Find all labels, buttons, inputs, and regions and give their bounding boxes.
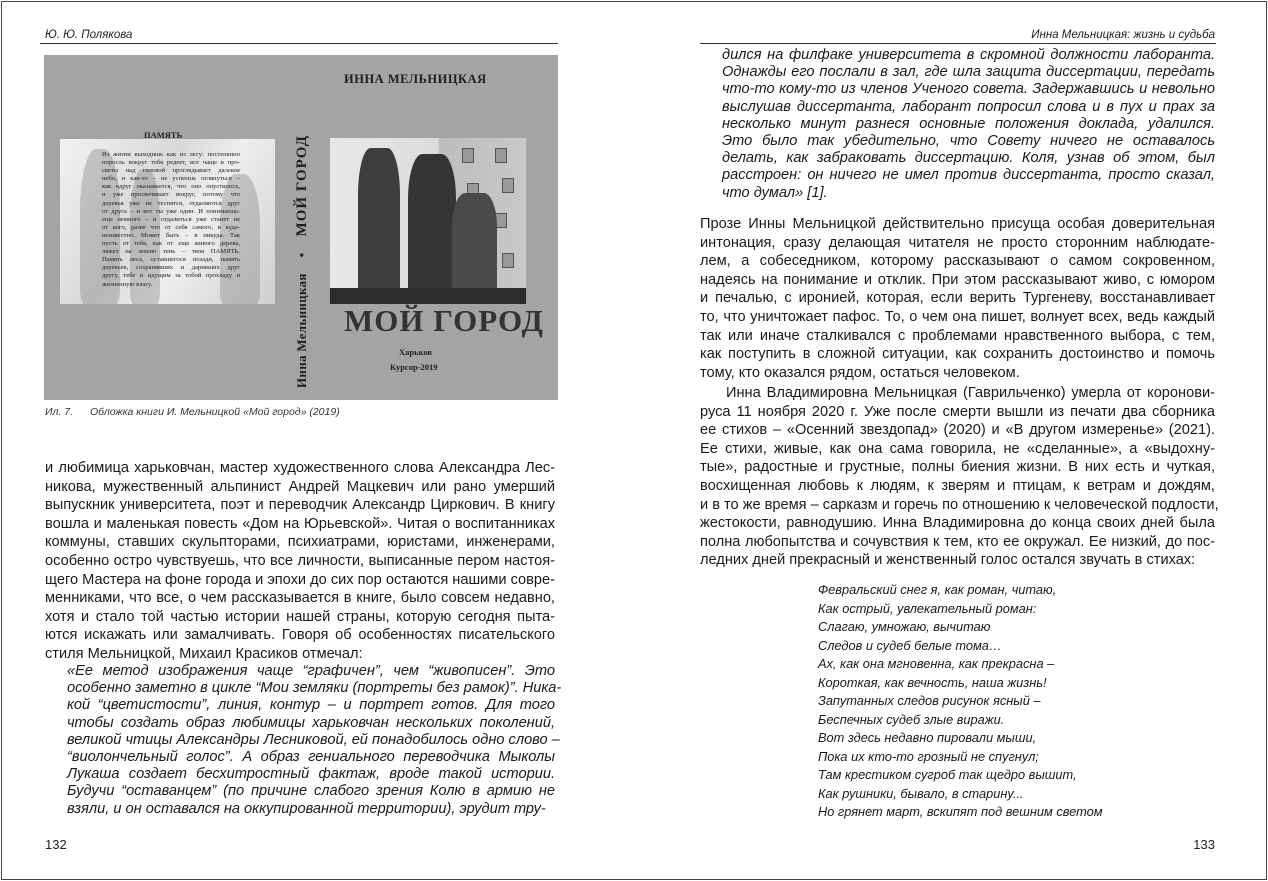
text-line: еще немного – и отдалиться уже станет не bbox=[102, 215, 240, 223]
text-line: поросль вокруг тебя редеет, все чаще в про- bbox=[102, 159, 240, 167]
text-line: Память леса, оставшегося позади, память bbox=[102, 256, 240, 264]
text-line: Это было так убедительно, что Совету ничего не оставалось bbox=[722, 132, 1215, 149]
spine-author: Инна Мельницкая bbox=[294, 273, 309, 388]
text-line: Инна Владимировна Мельницкая (Гаврильченко) умерла от коронови- bbox=[726, 385, 1215, 401]
text-line: так или иначе сталкивался с проблемами нравственного выбора, с тем, bbox=[700, 327, 1215, 344]
text-line: восхищенная любовь к людям, к зверям и птицам, к ветрам и дождям, bbox=[700, 477, 1215, 494]
text-line: Как рушники, бывало, в старину... bbox=[818, 785, 1024, 801]
right-paragraph-2 bbox=[700, 384, 1219, 570]
text-line: Ее стихи, живые, как она сама говорила, не «сделанные», а «выдохну- bbox=[700, 440, 1215, 457]
text-line: жестокости, равнодушию. Инна Владимировна до конца своих дней была bbox=[700, 515, 1215, 532]
text-line: и уже просвечивает вокруг, потому что bbox=[102, 191, 240, 199]
spine-title: МОЙ ГОРОД bbox=[294, 135, 310, 237]
text-line: Пока их кто-то грозный не спугнул; bbox=[818, 748, 1039, 764]
right-quote-text bbox=[722, 47, 1215, 202]
text-line: и печалью, с иронией, которая, если верить Тургеневу, восстанавливает bbox=[700, 290, 1215, 307]
text-line: от кого, разве что от себя самого, в куда- bbox=[102, 223, 240, 231]
right-paragraph-1 bbox=[700, 215, 1215, 382]
text-line: никова, мужественный альпинист Андрей Мацкевич или рано умерший bbox=[45, 478, 555, 495]
text-line: и в то же время – сарказм и горечь по отношению к человеческой подлости, bbox=[700, 496, 1219, 513]
header-rule-right bbox=[700, 43, 1216, 44]
text-line: Будучи “оставанцем” (по причине слабого зрения Колю в армию не bbox=[67, 783, 555, 800]
text-line: и любимица харьковчан, мастер художественного слова Александра Лес- bbox=[45, 460, 555, 476]
text-line: ее стихов – «Осенний звездопад» (2020) и «В другом измеренье» (2021). bbox=[700, 422, 1215, 439]
text-line: интонация, сразу делающая читателя не просто сторонним наблюдате- bbox=[700, 234, 1215, 251]
text-line: Февральский снег я, как роман, читаю, bbox=[818, 582, 1057, 597]
text-line: что думал» [1]. bbox=[722, 184, 828, 201]
text-line: пусть от тебя, как от еще живого дерева, bbox=[102, 240, 240, 248]
page-number-left: 132 bbox=[45, 837, 67, 852]
text-line: вошла и маленькая повесть «Дом на Юрьевской». Читая о воспитанниках bbox=[45, 515, 555, 532]
text-line: Вот здесь недавно пировали мыши, bbox=[818, 730, 1037, 745]
text-line: щего Мастера на фоне города и эпохи до сих пор остаются нашими совре- bbox=[45, 571, 555, 588]
text-line: великой чтицы Александры Лесниковой, ей понадобилось одно слово – bbox=[67, 731, 560, 748]
text-line: Из жизни выходишь как из лесу: постепенно bbox=[102, 151, 240, 158]
text-line: Следов и судеб белые тома… bbox=[818, 637, 1002, 653]
text-line: как вдруг оказывается, что оно опустилось, bbox=[102, 183, 240, 191]
left-quote-text bbox=[67, 663, 562, 818]
text-line: Прозе Инны Мельницкой действительно присуща особая доверительная bbox=[700, 216, 1215, 232]
text-line: хотя и стало той частью истории нашей страны, которую сегодня пыта- bbox=[45, 608, 555, 625]
book-cover-image bbox=[44, 55, 558, 400]
text-line: деревьев, сохранявших и даривших друг bbox=[102, 264, 240, 272]
text-line: ются искажать или замалчивать. Говоря об особенностях писательского bbox=[45, 627, 555, 644]
text-line: делать, как забраковать диссертацию. Коля, узнав об этом, был bbox=[722, 150, 1215, 167]
text-line: «Ее метод изображения чаще “графичен”, чем “живописен”. Это bbox=[67, 663, 555, 679]
text-line: надеясь на понимание и отклик. При этом рассказывают живо, с юмором bbox=[700, 271, 1215, 288]
text-line: что-то кому-то из членов Ученого совета. Задержавшись и невольно bbox=[722, 81, 1215, 98]
text-line: стиля Мельницкой, Михаил Красиков отмечал: bbox=[45, 645, 363, 662]
text-line: другу, тебе и идущим за тобой прохладу и bbox=[102, 272, 240, 280]
text-line: тые», радостные и грустные, полны биения жизни. В них есть и чуткая, bbox=[700, 459, 1215, 476]
text-line: Там крестиком сугроб так щедро вышит, bbox=[818, 767, 1077, 782]
text-line: Короткая, как вечность, наша жизнь! bbox=[818, 674, 1047, 690]
text-line: жизненную влагу. bbox=[102, 280, 153, 288]
text-line: от друга – и вот ты уже один. И понимаешь: bbox=[102, 207, 240, 215]
text-line: то, что уничтожает пафос. То, о чем она пишет, волнует всех, ведь каждый bbox=[700, 308, 1215, 325]
cover-spine bbox=[294, 135, 311, 388]
cover-author: ИННА МЕЛЬНИЦКАЯ bbox=[344, 72, 487, 86]
text-line: Ах, как она мгновенна, как прекрасна – bbox=[818, 656, 1055, 671]
poem bbox=[818, 581, 1148, 822]
text-line: Беспечных судеб злые виражи. bbox=[818, 711, 1005, 727]
text-line: Но грянет март, вскипят под вешним светом bbox=[818, 804, 1103, 819]
cover-photo-monument bbox=[330, 138, 526, 304]
text-line: “виолончельный голос”. А образ гениального переводчика Мыколы bbox=[67, 748, 555, 765]
text-line: лем, а собеседником, которому рассказывают о самом сокровенном, bbox=[700, 253, 1215, 270]
text-line: дился на филфаке университета в скромной должности лаборанта. bbox=[722, 47, 1215, 63]
text-line: ледних дней прекрасный и женственный голос остался звучать в стихах: bbox=[700, 552, 1196, 569]
text-line: тому, кто оказался рядом, остаться человеком. bbox=[700, 364, 1020, 381]
cover-city: Харьков bbox=[399, 347, 433, 357]
text-line: деревья уже не теснятся, отдаляются друг bbox=[102, 199, 240, 207]
text-line: Как острый, увлекательный роман: bbox=[818, 600, 1037, 616]
text-line: светы над головой проглядывает далекое bbox=[102, 167, 240, 175]
figure-caption-label: Ил. 7. bbox=[45, 406, 74, 418]
cover-publisher: Курсор-2019 bbox=[390, 362, 438, 372]
memory-title: ПАМЯТЬ bbox=[144, 130, 183, 140]
text-line: Запутанных следов рисунок ясный – bbox=[818, 693, 1041, 708]
text-line: Слагаю, умножаю, вычитаю bbox=[818, 619, 991, 634]
text-line: чтобы создать образ любимицы харьковчан нескольких поколений, bbox=[67, 714, 555, 731]
text-line: небо, и как-то – не успеешь оглянуться – bbox=[102, 175, 240, 183]
text-line: Однажды его послали в зал, где шла защита диссертации, передать bbox=[722, 64, 1215, 81]
text-line: руса 11 ноября 2020 г. Уже после смерти вышли из печати два сборника bbox=[700, 403, 1215, 420]
memory-text bbox=[102, 151, 240, 289]
text-line: особенно остро чувствуешь, что все личности, выписанные пером настоя- bbox=[45, 552, 555, 569]
text-line: как поступить в сложной ситуации, как сохранить достоинство и помочь bbox=[700, 346, 1215, 363]
text-line: Лукаша создает бесхитростный фактаж, вроде такой истории. bbox=[67, 766, 555, 783]
text-line: кой “цветистости”, линия, контур – и портрет готов. Для того bbox=[67, 697, 555, 714]
text-line: расстроен: он ничего не имел против диссертанта, просто сказал, bbox=[722, 167, 1215, 184]
text-line: коммуны, ставших скульпторами, психиатрами, юристами, инженерами, bbox=[45, 534, 555, 551]
text-line: несколько минут разнеся основные положения доклада, удалился. bbox=[722, 115, 1215, 132]
page-number-right: 133 bbox=[1193, 837, 1215, 852]
text-line: особенно заметно в цикле “Мои земляки (портреты без рамок)”. Ника- bbox=[67, 680, 562, 697]
figure-caption-text: Обложка книги И. Мельницкой «Мой город» (2019) bbox=[90, 406, 340, 418]
text-line: неизвестно. Может быть – в никуда. Так bbox=[102, 231, 240, 239]
text-line: взяли, и он оставался на оккупированной территории), эрудит тру- bbox=[67, 800, 546, 817]
text-line: выпускник университета, поэт и переводчик Александр Циркович. В книгу bbox=[45, 497, 555, 514]
text-line: выслушав диссертанта, лаборант попросил слова и в пух и прах за bbox=[722, 98, 1215, 115]
text-line: менниками, что все, о чем рассказывается в книге, было совсем недавно, bbox=[45, 590, 555, 607]
spine-separator: • bbox=[294, 252, 309, 258]
cover-title: МОЙ ГОРОД bbox=[344, 303, 544, 338]
running-head-left: Ю. Ю. Полякова bbox=[45, 29, 133, 41]
text-line: полна любопытства и сочувствия к тем, кто ее окружал. Ее низкий, до пос- bbox=[700, 533, 1215, 550]
running-head-right: Инна Мельницкая: жизнь и судьба bbox=[1031, 29, 1215, 41]
left-body-text bbox=[45, 459, 555, 664]
text-line: ляжет на землю тень – твоя ПАМЯТЬ. bbox=[102, 248, 240, 256]
header-rule-left bbox=[40, 43, 558, 44]
